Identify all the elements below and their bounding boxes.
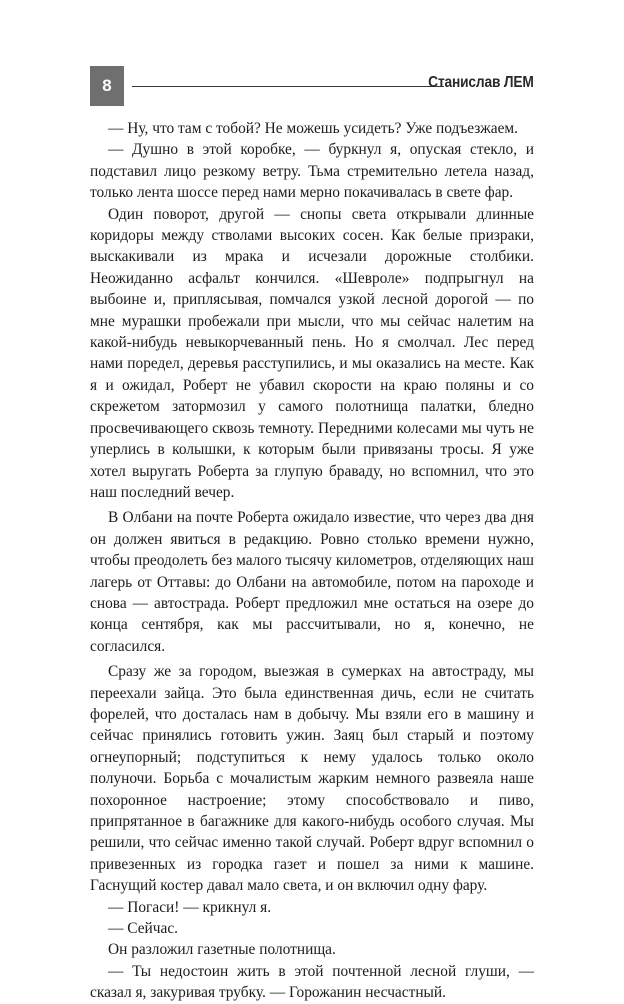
paragraph: — Сейчас. bbox=[108, 920, 179, 938]
paragraph: — Ты недостоин жить в этой почтенной лесной глуши, — сказал я, закуривая трубку. — Горожанин несчастный. bbox=[90, 962, 534, 1002]
header-rule bbox=[132, 86, 444, 87]
page-number: 8 bbox=[90, 66, 124, 106]
running-header bbox=[90, 66, 534, 106]
paragraph: Он разложил газетные полотнища. bbox=[108, 941, 336, 959]
paragraph: — Ну, что там с тобой? Не можешь усидеть? Уже подъезжаем. bbox=[108, 120, 518, 137]
body-text bbox=[90, 118, 534, 1004]
header-author: Станислав ЛЕМ bbox=[428, 74, 534, 91]
paragraph: В Олбани на почте Роберта ожидало известие, что через два дня он должен явиться в редакцию. Ровно столько времени нужно, чтобы преодолеть без малого тысячу километров, отделяющих наш лагерь от Оттавы: до Олбани на автомобиле, потом на пароходе и снова — автострада. Роберт предложил мне остаться на озере до конца сентября, как мы рассчитывали, но я, конечно, не согласился. bbox=[90, 509, 534, 655]
paragraph: — Душно в этой коробке, — буркнул я, опуская стекло, и подставил лицо резкому ветру. Тьма стремительно летела назад, только лента шоссе перед нами мерно покачивалась в свете фар. bbox=[90, 141, 534, 202]
paragraph: Сразу же за городом, выезжая в сумерках на автостраду, мы переехали зайца. Это была единственная дичь, если не считать форелей, что досталась нам в добычу. Мы взяли его в машину и сейчас принялись готовить ужин. Заяц был старый и поэтому огнеупорный; подступиться к нему удалось только около полуночи. Борьба с мочалистым жарким немного развеяла наше похоронное настроение; этому способствовало и пиво, припрятанное в багажнике для какого-нибудь особого случая. Мы решили, что сейчас именно такой случай. Роберт вдруг вспомнил о привезенных из городка газет и пошел за ними к машине. Гаснущий костер давал мало света, и он включил одну фару. bbox=[90, 663, 534, 895]
paragraph: Один поворот, другой — снопы света открывали длинные коридоры между стволами высоких сосен. Как белые призраки, выскакивали из мрака и исчезали дорожные столбики. Неожиданно асфальт кончился. «Шевроле» подпрыгнул на выбоине и, приплясывая, помчался узкой лесной дорогой — по мне мурашки пробежали при мысли, что мы сейчас налетим на какой-нибудь невыкорчеванный пень. Но я смолчал. Лес перед нами поредел, деревья расступились, и мы оказались на месте. Как я и ожидал, Роберт не убавил скорости на краю поляны и со скрежетом затормозил у самого полотнища палатки, бледно просвечивающего сквозь темноту. Передними колесами мы чуть не уперлись в колышки, к которым были привязаны тросы. Я уже хотел выругать Роберта за глупую браваду, но вспомнил, что это наш последний вечер. bbox=[90, 205, 534, 501]
paragraph: — Погаси! — крикнул я. bbox=[108, 898, 272, 916]
